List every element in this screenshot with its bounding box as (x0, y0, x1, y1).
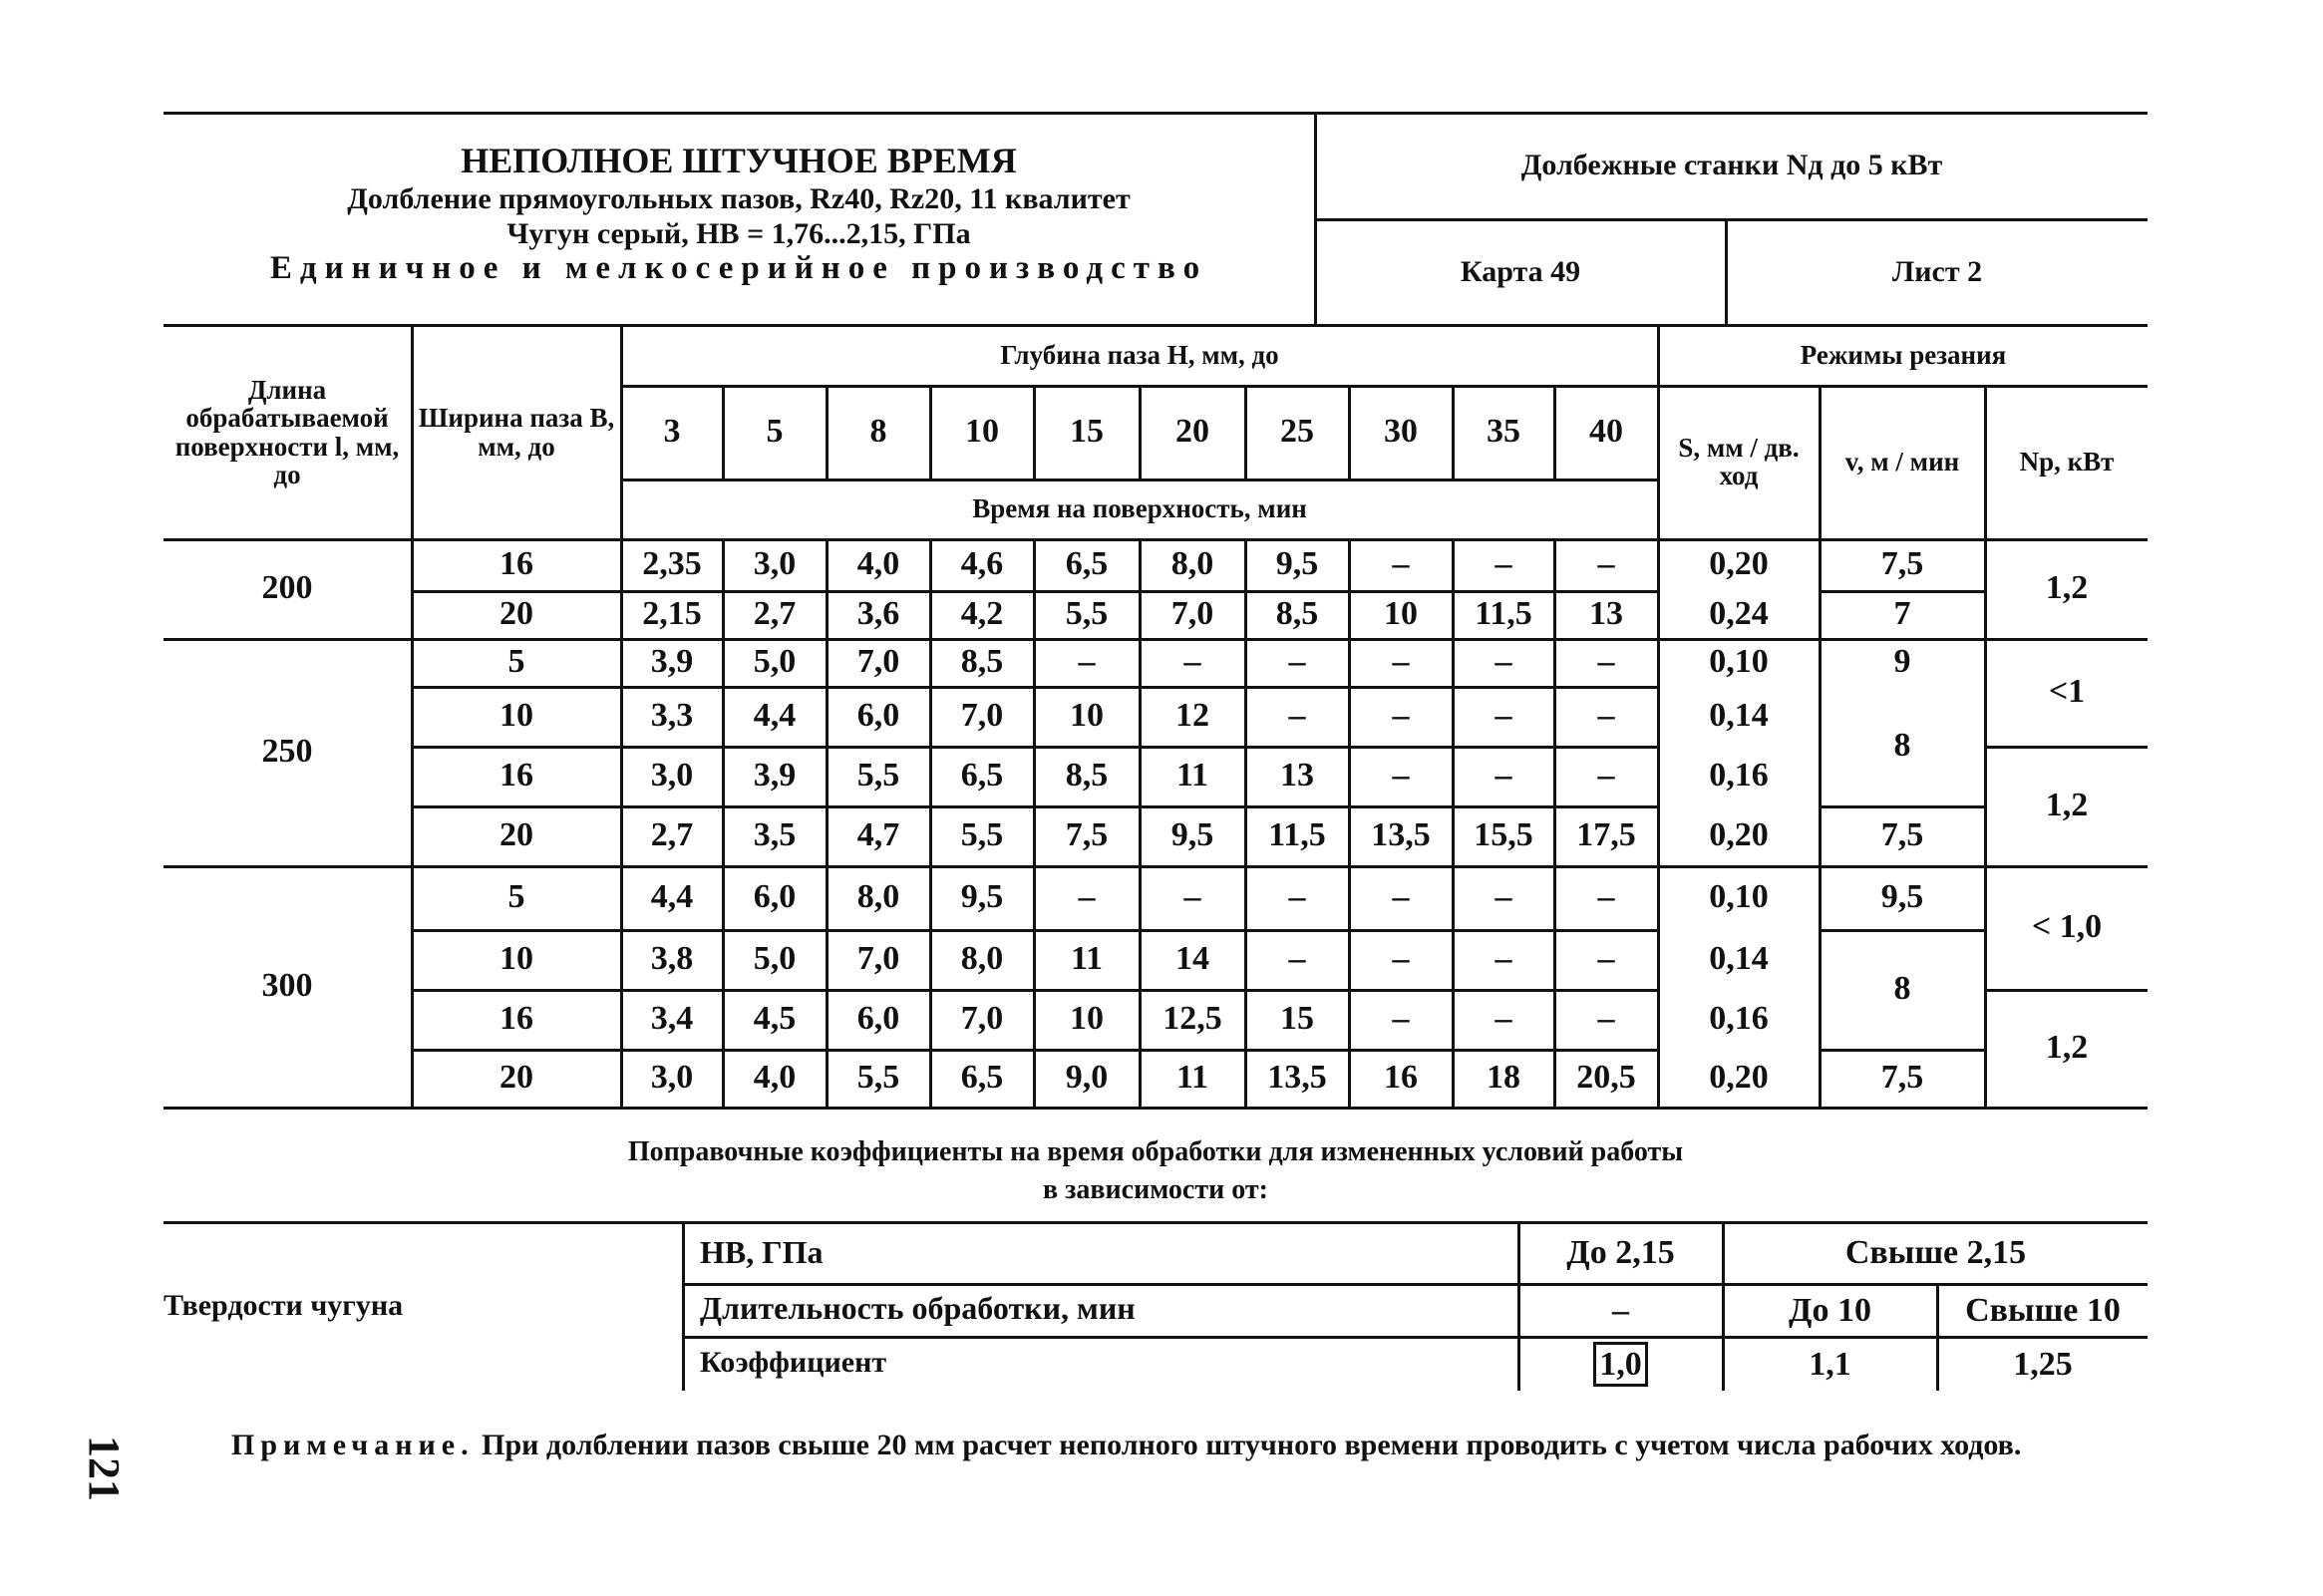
time-cell: 4,6 (960, 545, 1004, 583)
time-cell: 4,2 (960, 595, 1004, 633)
duration-label: Длительность обработки, мин (700, 1290, 1136, 1326)
feed-cell: 0,14 (1709, 940, 1769, 978)
time-cell: 11 (1070, 940, 1104, 978)
width-cell: 16 (499, 757, 533, 795)
time-cell: – (1392, 545, 1410, 583)
speed-cell: 9 (1893, 643, 1911, 681)
time-cell: – (1597, 878, 1615, 916)
length-cell: 200 (261, 569, 313, 607)
time-cell: 4,0 (753, 1059, 797, 1097)
hb-value-a: До 2,15 (1566, 1234, 1675, 1272)
time-cell: 3,5 (753, 816, 797, 854)
time-cell: 6,5 (1065, 545, 1109, 583)
coefficient-value-a-text: 1,0 (1593, 1342, 1648, 1388)
time-cell: 3,8 (650, 940, 694, 978)
depth-col-3: 3 (663, 413, 681, 451)
time-cell: – (1494, 757, 1512, 795)
time-cell: 6,0 (753, 878, 797, 916)
coefficient-label: Коэффициент (700, 1346, 887, 1379)
width-cell: 16 (499, 545, 533, 583)
time-cell: – (1597, 697, 1615, 735)
subtitle-production: Единичное и мелкосерийное производство (269, 250, 1208, 286)
time-cell: 10 (1070, 1000, 1104, 1038)
time-header: Время на поверхность, мин (972, 492, 1307, 523)
depth-col-15: 15 (1070, 413, 1104, 451)
time-cell: 6,5 (960, 757, 1004, 795)
time-cell: 9,5 (1275, 545, 1319, 583)
note-text: При долблении пазов свыше 20 мм расчет неполного штучного времени проводить с учетом числа рабочих ходов. (474, 1429, 2022, 1461)
time-cell: 11 (1175, 1059, 1209, 1097)
time-cell: – (1078, 878, 1096, 916)
time-cell: 20,5 (1576, 1059, 1636, 1097)
time-cell: – (1392, 878, 1410, 916)
time-cell: – (1288, 940, 1306, 978)
time-cell: 6,0 (856, 1000, 900, 1038)
depth-col-5: 5 (766, 413, 784, 451)
time-cell: 2,7 (650, 816, 694, 854)
time-cell: 8,5 (1065, 757, 1109, 795)
time-cell: – (1183, 643, 1201, 681)
time-cell: 7,0 (960, 1000, 1004, 1038)
time-cell: 5,5 (856, 1059, 900, 1097)
time-cell: 8,0 (1170, 545, 1214, 583)
time-cell: 4,4 (650, 878, 694, 916)
power-cell: < 1,0 (2031, 908, 2103, 946)
time-cell: 7,5 (1065, 816, 1109, 854)
speed-cell: 7,5 (1880, 1059, 1924, 1097)
time-cell: 15 (1280, 1000, 1314, 1038)
time-cell: – (1392, 1000, 1410, 1038)
time-cell: 3,6 (856, 595, 900, 633)
time-cell: – (1494, 878, 1512, 916)
time-cell: 9,0 (1065, 1059, 1109, 1097)
time-cell: – (1494, 545, 1512, 583)
coefficient-value-b: 1,1 (1809, 1345, 1851, 1383)
time-cell: 2,15 (642, 595, 702, 633)
time-cell: 17,5 (1576, 816, 1636, 854)
time-cell: 5,5 (856, 757, 900, 795)
duration-value-a: – (1612, 1291, 1629, 1329)
feed-cell: 0,16 (1709, 757, 1769, 795)
feed-cell: 0,24 (1709, 595, 1769, 633)
col-v-header: v, м / мин (1844, 446, 1960, 477)
time-cell: – (1597, 757, 1615, 795)
correction-title: Поправочные коэффициенты на время обработки для измененных условий работы (627, 1136, 1684, 1167)
time-cell: 11,5 (1475, 595, 1532, 633)
time-cell: 7,0 (856, 940, 900, 978)
power-cell: 1,2 (2045, 787, 2089, 824)
time-cell: 2,35 (642, 545, 702, 583)
col-s-header: S, мм / дв. ход (1678, 432, 1800, 490)
note (164, 1424, 2148, 1467)
time-cell: 8,0 (960, 940, 1004, 978)
power-cell: <1 (2048, 673, 2086, 711)
time-cell: 13 (1589, 595, 1623, 633)
speed-cell: 7 (1893, 595, 1911, 633)
depth-col-40: 40 (1589, 413, 1623, 451)
hb-value-b: Свыше 2,15 (1844, 1234, 2027, 1272)
time-cell: – (1288, 643, 1306, 681)
time-cell: 12 (1175, 697, 1209, 735)
card-number: Карта 49 (1460, 255, 1581, 289)
depth-col-20: 20 (1175, 413, 1209, 451)
length-cell: 250 (261, 733, 313, 771)
col-length-header: Длина обрабатываемой поверхности l, мм, до (174, 374, 400, 489)
correction-label: Твердости чугуна (164, 1289, 404, 1322)
time-cell: – (1494, 1000, 1512, 1038)
time-cell: 6,5 (960, 1059, 1004, 1097)
time-cell: 3,0 (753, 545, 797, 583)
width-cell: 5 (507, 878, 525, 916)
length-cell: 300 (261, 967, 313, 1005)
time-cell: 5,0 (753, 643, 797, 681)
feed-cell: 0,16 (1709, 1000, 1769, 1038)
power-cell: 1,2 (2045, 1029, 2089, 1067)
time-cell: 12,5 (1162, 1000, 1222, 1038)
correction-subtitle: в зависимости от: (1043, 1174, 1268, 1205)
feed-cell: 0,10 (1709, 878, 1769, 916)
modes-header: Режимы резания (1800, 340, 2007, 371)
speed-cell: 8 (1893, 727, 1911, 765)
width-cell: 10 (499, 940, 533, 978)
page-title: НЕПОЛНОЕ ШТУЧНОЕ ВРЕМЯ (461, 141, 1017, 180)
time-cell: 4,7 (856, 816, 900, 854)
time-cell: – (1288, 878, 1306, 916)
time-cell: 3,0 (650, 757, 694, 795)
col-n-header: Nр, кВт (2019, 446, 2115, 477)
time-cell: 3,9 (650, 643, 694, 681)
width-cell: 20 (499, 816, 533, 854)
time-cell: – (1597, 545, 1615, 583)
time-cell: 14 (1175, 940, 1209, 978)
depth-header: Глубина паза Н, мм, до (1000, 340, 1279, 371)
width-cell: 5 (507, 643, 525, 681)
time-cell: – (1392, 940, 1410, 978)
time-cell: 10 (1070, 697, 1104, 735)
time-cell: 16 (1384, 1059, 1418, 1097)
time-cell: 9,5 (960, 878, 1004, 916)
time-cell: 15,5 (1474, 816, 1533, 854)
time-cell: – (1597, 940, 1615, 978)
time-cell: 18 (1487, 1059, 1520, 1097)
time-cell: 4,0 (856, 545, 900, 583)
feed-cell: 0,10 (1709, 643, 1769, 681)
duration-value-b: До 10 (1789, 1291, 1871, 1329)
feed-cell: 0,20 (1709, 816, 1769, 854)
time-cell: 5,5 (960, 816, 1004, 854)
width-cell: 20 (499, 1059, 533, 1097)
coefficient-value-c: 1,25 (2013, 1345, 2073, 1383)
speed-cell: 7,5 (1880, 816, 1924, 854)
speed-cell: 7,5 (1880, 545, 1924, 583)
note-lead: Примечание. (231, 1429, 475, 1461)
feed-cell: 0,14 (1709, 697, 1769, 735)
time-cell: – (1494, 940, 1512, 978)
time-cell: 3,4 (650, 1000, 694, 1038)
time-cell: 13,5 (1371, 816, 1431, 854)
time-cell: 4,4 (753, 697, 797, 735)
sheet-number: Лист 2 (1891, 255, 1983, 289)
coefficient-value-a (1519, 1338, 1722, 1391)
depth-col-25: 25 (1280, 413, 1314, 451)
width-cell: 10 (499, 697, 533, 735)
time-cell: 7,0 (856, 643, 900, 681)
time-cell: 13 (1280, 757, 1314, 795)
page-number: 121 (80, 1436, 129, 1501)
hb-label: НВ, ГПа (700, 1234, 824, 1270)
time-cell: – (1392, 643, 1410, 681)
depth-col-30: 30 (1384, 413, 1418, 451)
time-cell: 11,5 (1268, 816, 1326, 854)
power-cell: 1,2 (2045, 569, 2089, 607)
time-cell: – (1392, 757, 1410, 795)
feed-cell: 0,20 (1709, 1059, 1769, 1097)
time-cell: 7,0 (960, 697, 1004, 735)
subtitle-material: Чугун серый, НВ = 1,76...2,15, ГПа (506, 217, 971, 250)
time-cell: – (1392, 697, 1410, 735)
duration-value-c: Свыше 10 (1965, 1291, 2121, 1329)
time-cell: 8,5 (960, 643, 1004, 681)
time-cell: 10 (1384, 595, 1418, 633)
time-cell: 8,5 (1275, 595, 1319, 633)
time-cell: – (1078, 643, 1096, 681)
time-cell: 13,5 (1267, 1059, 1327, 1097)
time-cell: – (1494, 697, 1512, 735)
width-cell: 16 (499, 1000, 533, 1038)
time-cell: – (1494, 643, 1512, 681)
time-cell: 6,0 (856, 697, 900, 735)
machine-type: Долбежные станки Nд до 5 кВт (1520, 148, 1943, 181)
width-cell: 20 (499, 595, 533, 633)
time-cell: 9,5 (1170, 816, 1214, 854)
speed-cell: 9,5 (1880, 878, 1924, 916)
time-cell: 3,9 (753, 757, 797, 795)
time-cell: – (1288, 697, 1306, 735)
time-cell: 7,0 (1170, 595, 1214, 633)
time-cell: 5,0 (753, 940, 797, 978)
time-cell: – (1597, 1000, 1615, 1038)
feed-cell: 0,20 (1709, 545, 1769, 583)
time-cell: 3,3 (650, 697, 694, 735)
time-cell: 11 (1175, 757, 1209, 795)
time-cell: 5,5 (1065, 595, 1109, 633)
time-cell: 8,0 (856, 878, 900, 916)
time-cell: 2,7 (753, 595, 797, 633)
time-cell: – (1183, 878, 1201, 916)
subtitle-operation: Долбление прямоугольных пазов, Rz40, Rz20, 11 квалитет (347, 182, 1131, 215)
depth-col-10: 10 (965, 413, 999, 451)
depth-col-8: 8 (869, 413, 887, 451)
time-cell: – (1597, 643, 1615, 681)
speed-cell: 8 (1893, 970, 1911, 1008)
time-cell: 3,0 (650, 1059, 694, 1097)
col-width-header: Ширина паза В, мм, до (418, 403, 615, 462)
depth-col-35: 35 (1487, 413, 1520, 451)
time-cell: 4,5 (753, 1000, 797, 1038)
